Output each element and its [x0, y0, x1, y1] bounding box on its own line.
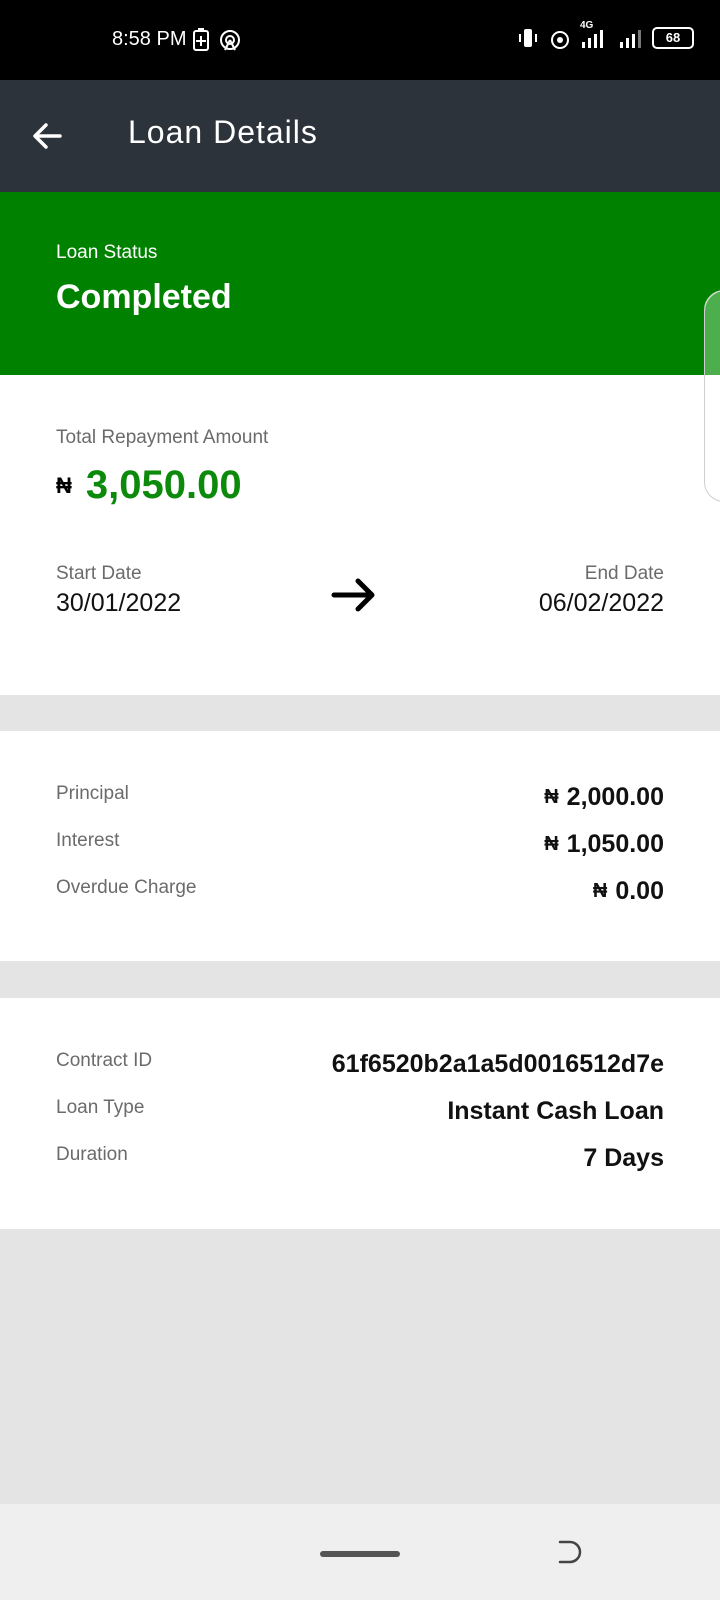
overdue-charge-row	[56, 877, 664, 917]
end-date-label: End Date	[584, 563, 664, 584]
loan-status-banner	[0, 192, 720, 375]
loan-status-label: Loan Status	[56, 242, 158, 263]
interest-amount: 1,050.00	[566, 830, 664, 858]
duration-row	[56, 1144, 664, 1184]
system-nav-bar	[0, 1504, 720, 1600]
total-repayment-label: Total Repayment Amount	[56, 427, 269, 448]
back-button[interactable]	[28, 116, 68, 156]
duration-value: 7 Days	[583, 1144, 664, 1172]
status-time: 8:58 PM	[112, 28, 187, 50]
status-right-icons	[516, 20, 694, 50]
arrow-left-icon	[28, 116, 68, 156]
start-date-value: 30/01/2022	[56, 589, 182, 617]
naira-symbol: ₦	[544, 786, 559, 808]
app-bar	[0, 80, 720, 192]
status-bar	[0, 0, 720, 80]
nav-back-icon[interactable]	[556, 1536, 588, 1568]
overdue-charge-amount: 0.00	[615, 877, 664, 905]
signal-icon	[580, 20, 610, 50]
loan-info-card	[0, 998, 720, 1229]
side-tab-accent	[705, 291, 720, 375]
repayment-summary-card	[0, 375, 720, 695]
principal-label: Principal	[56, 783, 129, 804]
total-repayment-value: 3,050.00	[85, 463, 242, 507]
interest-label: Interest	[56, 830, 120, 851]
duration-label: Duration	[56, 1144, 128, 1165]
status-left-icons	[192, 28, 242, 52]
interest-row	[56, 830, 664, 870]
start-date-label: Start Date	[56, 563, 142, 584]
naira-symbol: ₦	[544, 833, 559, 855]
arrow-right-icon	[330, 571, 378, 619]
signal-2-icon	[618, 26, 644, 50]
contract-id-row	[56, 1050, 664, 1090]
hotspot-icon	[218, 28, 242, 52]
overdue-charge-value	[593, 877, 664, 906]
battery-level: 68	[652, 27, 694, 49]
end-date-value: 06/02/2022	[538, 589, 664, 617]
principal-amount: 2,000.00	[566, 783, 664, 811]
loan-type-value: Instant Cash Loan	[447, 1097, 664, 1125]
contract-id-value: 61f6520b2a1a5d0016512d7e	[331, 1050, 664, 1078]
contract-id-label: Contract ID	[56, 1050, 153, 1071]
overdue-charge-label: Overdue Charge	[56, 877, 197, 898]
page-title: Loan Details	[128, 114, 318, 150]
side-floating-tab[interactable]	[704, 290, 720, 502]
principal-row	[56, 783, 664, 823]
network-type: 4G	[580, 20, 594, 31]
battery-charging-icon	[192, 28, 210, 52]
wifi-icon	[548, 26, 572, 50]
loan-type-label: Loan Type	[56, 1097, 145, 1118]
vibrate-icon	[516, 26, 540, 50]
interest-value	[544, 830, 664, 859]
principal-value	[544, 783, 664, 812]
naira-symbol: ₦	[592, 880, 608, 902]
total-repayment-amount	[56, 463, 242, 508]
loan-status-value: Completed	[56, 278, 232, 316]
naira-symbol: ₦	[56, 472, 72, 498]
loan-breakdown-card	[0, 731, 720, 961]
home-gesture-pill[interactable]	[320, 1551, 400, 1557]
loan-type-row	[56, 1097, 664, 1137]
